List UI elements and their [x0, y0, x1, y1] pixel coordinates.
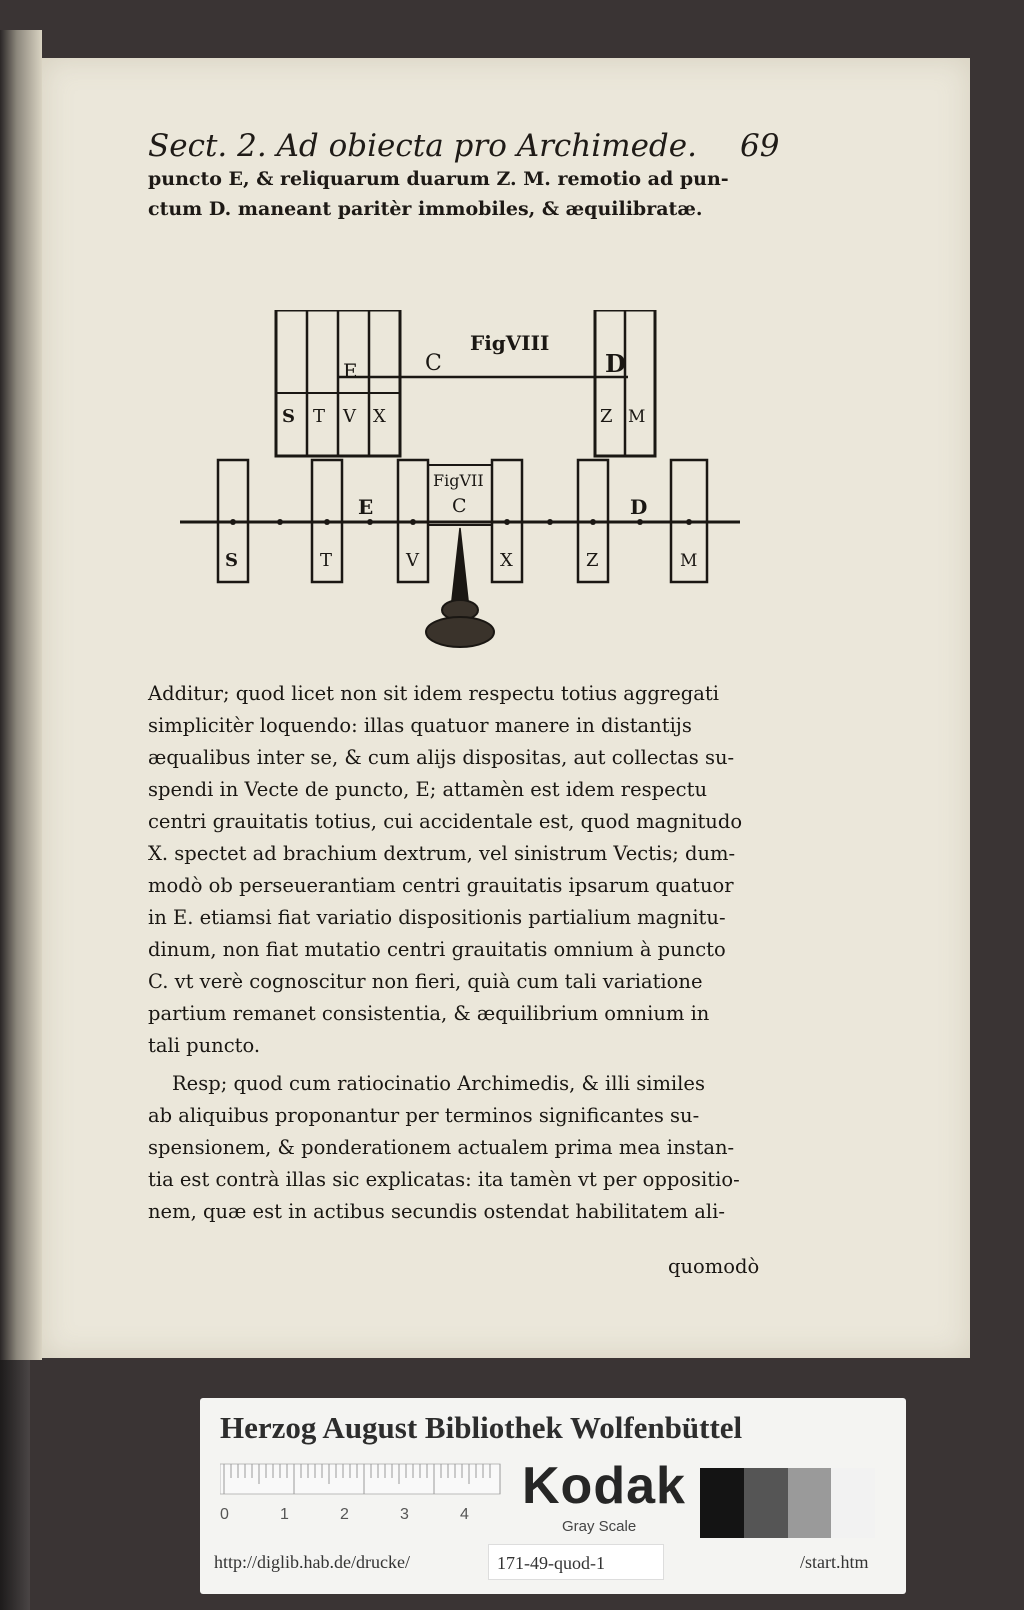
- shelfmark: 171-49-quod-1: [488, 1544, 664, 1580]
- text-line: centri grauitatis totius, cui accidentale est, quod magnitudo: [148, 810, 743, 833]
- fig7-label-v: V: [406, 550, 419, 571]
- ruler-scale: [220, 1460, 510, 1500]
- catchword: quomodò: [668, 1255, 760, 1278]
- text-line: partium remanet consistentia, & æquilibrium omnium in: [148, 1002, 710, 1025]
- fig7-label-x: X: [500, 550, 513, 571]
- fig7-label-t: T: [320, 550, 333, 571]
- fig7-fulcrum: [426, 528, 494, 647]
- fig8-label-d: D: [605, 349, 626, 378]
- library-name: Herzog August Bibliothek Wolfenbüttel: [220, 1410, 743, 1445]
- fig8-label-t: T: [313, 406, 326, 427]
- running-title: Sect. 2. Ad obiecta pro Archimede.: [148, 128, 697, 164]
- facing-page-edge: [0, 30, 42, 1360]
- fig8-label-m: M: [628, 407, 646, 427]
- text-line: C. vt verè cognoscitur non fieri, quià cum tali variatione: [148, 970, 703, 993]
- ruler-number: 1: [280, 1506, 289, 1523]
- fig8-caption: FigVIII: [470, 331, 550, 355]
- scan-reference-card: [200, 1398, 906, 1594]
- fig8-label-x: X: [373, 406, 386, 427]
- text-line: modò ob perseuerantiam centri grauitatis ipsarum quatuor: [148, 874, 734, 897]
- fig7-label-c: C: [452, 495, 467, 517]
- text-line: spensionem, & ponderationem actualem prima mea instan-: [148, 1136, 735, 1159]
- text-line: Additur; quod licet non sit idem respectu totius aggregati: [148, 682, 719, 705]
- text-line: æqualibus inter se, & cum alijs dispositas, aut collectas su-: [148, 746, 735, 769]
- text-line: tali puncto.: [148, 1034, 261, 1057]
- text-line: nem, quæ est in actibus secundis ostendat habilitatem ali-: [148, 1200, 725, 1223]
- text-line: ab aliquibus proponantur per terminos significantes su-: [148, 1104, 700, 1127]
- page-number: 69: [740, 128, 780, 164]
- fig8-label-z: Z: [600, 406, 613, 427]
- fig7-caption: FigVII: [433, 471, 484, 490]
- url-suffix: /start.htm: [800, 1552, 869, 1572]
- fig8-label-e: E: [343, 359, 358, 383]
- ruler-number: 0: [220, 1506, 229, 1523]
- fig8-left-block: [276, 310, 400, 456]
- fig8-label-s: S: [282, 406, 295, 427]
- swatch-dark-gray: [744, 1468, 788, 1538]
- text-line: X. spectet ad brachium dextrum, vel sinistrum Vectis; dum-: [148, 842, 736, 865]
- swatch-light-gray: [788, 1468, 832, 1538]
- url-prefix: http://diglib.hab.de/drucke/: [214, 1552, 410, 1572]
- text-line: Resp; quod cum ratiocinatio Archimedis, & illi similes: [172, 1072, 705, 1095]
- intro-line: puncto E, & reliquarum duarum Z. M. remotio ad pun-: [148, 168, 729, 190]
- ruler-number: 4: [460, 1506, 469, 1523]
- ruler-number: 3: [400, 1506, 409, 1523]
- fig7-label-d: D: [630, 495, 648, 519]
- fig7-label-s: S: [225, 550, 238, 571]
- ruler-number: 2: [340, 1506, 349, 1523]
- fig7-label-m: M: [680, 551, 698, 571]
- swatch-black: [700, 1468, 744, 1538]
- intro-line: ctum D. maneant paritèr immobiles, & æquilibratæ.: [148, 198, 703, 220]
- text-line: tia est contrà illas sic explicatas: ita tamèn vt per oppositio-: [148, 1168, 740, 1191]
- text-line: spendi in Vecte de puncto, E; attamèn est idem respectu: [148, 778, 707, 801]
- gray-scale-label: Gray Scale: [562, 1518, 637, 1535]
- text-line: simplicitèr loquendo: illas quatuor manere in distantijs: [148, 714, 692, 737]
- fig7-label-z: Z: [586, 550, 599, 571]
- kodak-logo: Kodak: [522, 1457, 686, 1515]
- running-header: [148, 128, 848, 172]
- ruler-numbers: [220, 1506, 500, 1526]
- text-line: in E. etiamsi fiat variatio dispositionis partialium magnitu-: [148, 906, 726, 929]
- swatch-white: [831, 1468, 875, 1538]
- book-spine-edge: [0, 1360, 30, 1610]
- text-line: dinum, non fiat mutatio centri grauitatis omnium à puncto: [148, 938, 726, 961]
- lever-figure: [180, 310, 760, 655]
- fig7-label-e: E: [358, 495, 374, 519]
- gray-scale-swatches: [700, 1468, 875, 1538]
- fig8-label-c: C: [425, 351, 442, 376]
- fig8-label-v: V: [343, 406, 356, 427]
- fig8-right-block: [595, 310, 655, 456]
